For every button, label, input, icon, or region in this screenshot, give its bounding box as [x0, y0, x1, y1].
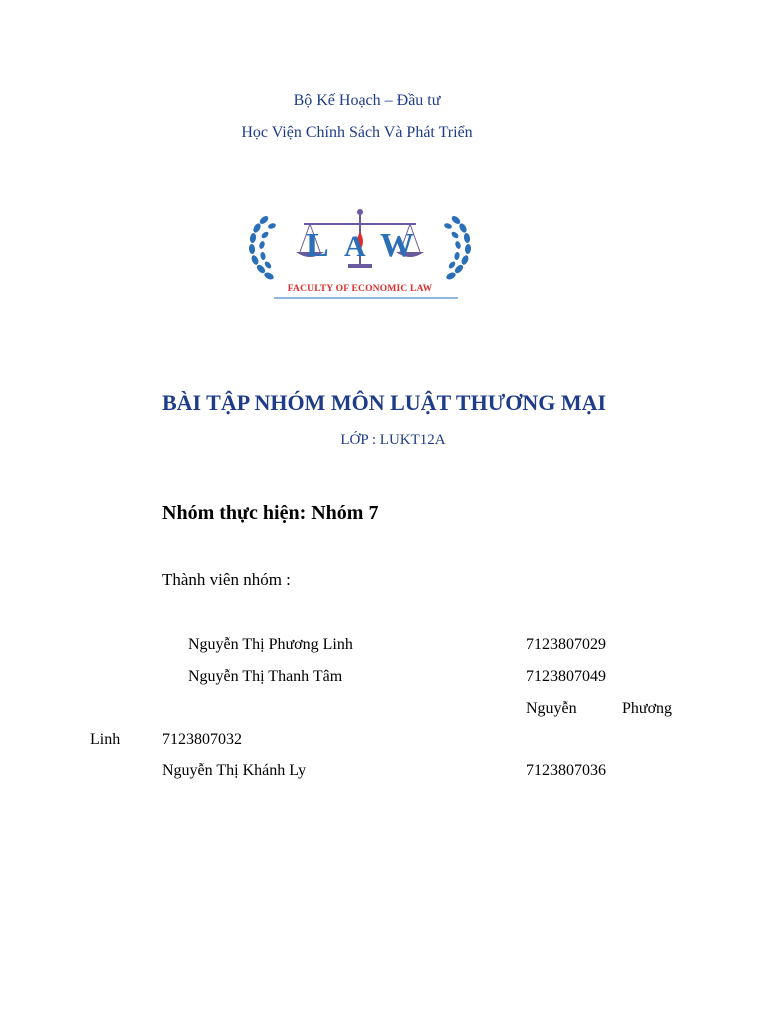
member-name-part: Nguyễn	[526, 700, 577, 717]
member-name-part: Linh	[90, 731, 121, 748]
member-id: 7123807029	[526, 636, 606, 653]
class-label: LỚP : LUKT12A	[340, 432, 446, 448]
member-id: 7123807036	[526, 762, 606, 779]
svg-text:L: L	[306, 227, 329, 264]
member-name-part: Phương	[622, 700, 673, 717]
faculty-logo	[244, 204, 488, 304]
member-name: Nguyễn Thị Phương Linh	[188, 636, 353, 653]
academy-name: Học Viện Chính Sách Và Phát Triển	[241, 124, 473, 141]
member-name: Nguyễn Thị Khánh Ly	[162, 762, 307, 779]
group-label: Nhóm thực hiện: Nhóm 7	[162, 502, 379, 524]
member-name: Nguyễn Thị Thanh Tâm	[188, 668, 343, 685]
svg-text:W: W	[380, 227, 414, 264]
ministry-name: Bộ Kế Hoạch – Đầu tư	[293, 92, 441, 109]
member-id: 7123807049	[526, 668, 606, 685]
member-id: 7123807032	[162, 731, 242, 748]
document-title: BÀI TẬP NHÓM MÔN LUẬT THƯƠNG MẠI	[161, 390, 607, 415]
members-label: Thành viên nhóm :	[162, 570, 291, 589]
logo-caption: FACULTY OF ECONOMIC LAW	[287, 284, 433, 294]
svg-text:A: A	[344, 230, 366, 263]
